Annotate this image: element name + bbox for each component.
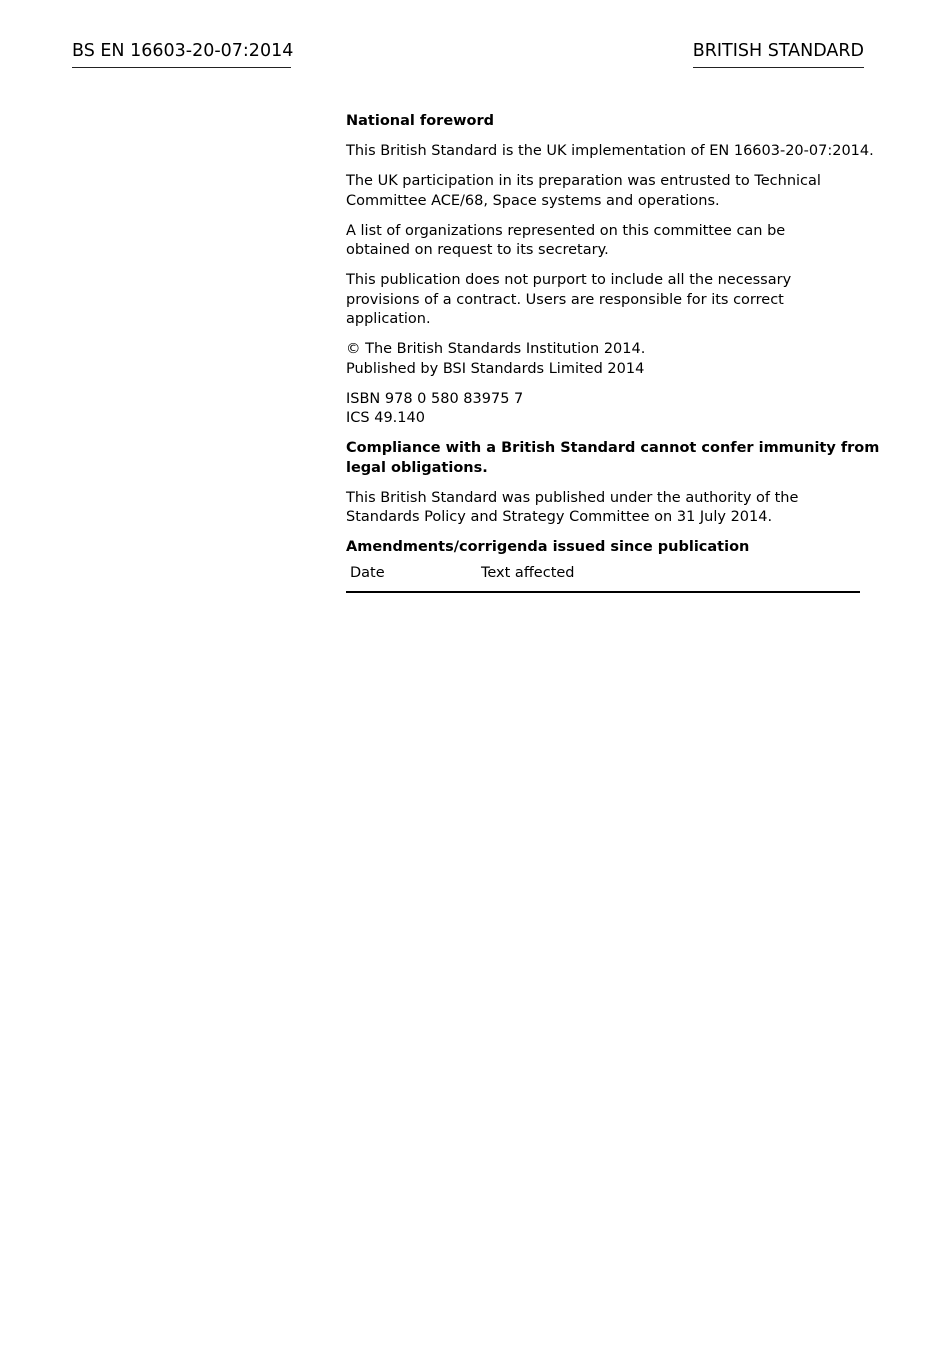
date-column-header: Date xyxy=(346,562,477,593)
isbn-ics-paragraph: ISBN 978 0 580 83975 7 ICS 49.140 xyxy=(346,390,524,426)
document-type: BRITISH STANDARD xyxy=(693,38,864,68)
amendments-title: Amendments/corrigenda issued since publication xyxy=(346,539,750,555)
participation-paragraph: The UK participation in its preparation was entrusted to Technical Committee ACE/68, Space systems and operations. xyxy=(346,173,821,209)
organizations-paragraph: A list of organizations represented on this committee can be obtained on request to its secretary. xyxy=(346,222,786,258)
amendments-header-row xyxy=(346,562,860,593)
document-number: BS EN 16603-20-07:2014 xyxy=(72,38,291,68)
amendments-table xyxy=(346,562,860,594)
national-foreword xyxy=(346,112,886,593)
compliance-statement: Compliance with a British Standard cannot confer immunity from legal obligations. xyxy=(346,440,880,476)
foreword-title: National foreword xyxy=(346,113,495,129)
text-affected-column-header: Text affected xyxy=(477,562,860,593)
authority-paragraph: This British Standard was published under the authority of the Standards Policy and Strategy Committee on 31 July 2014. xyxy=(346,489,799,525)
implementation-paragraph: This British Standard is the UK implementation of EN 16603-20-07:2014. xyxy=(346,143,874,159)
copyright-paragraph: © The British Standards Institution 2014. Published by BSI Standards Limited 2014 xyxy=(346,341,646,377)
contract-provisions-paragraph: This publication does not purport to include all the necessary provisions of a contract. Users are responsible for its correct application. xyxy=(346,272,792,327)
